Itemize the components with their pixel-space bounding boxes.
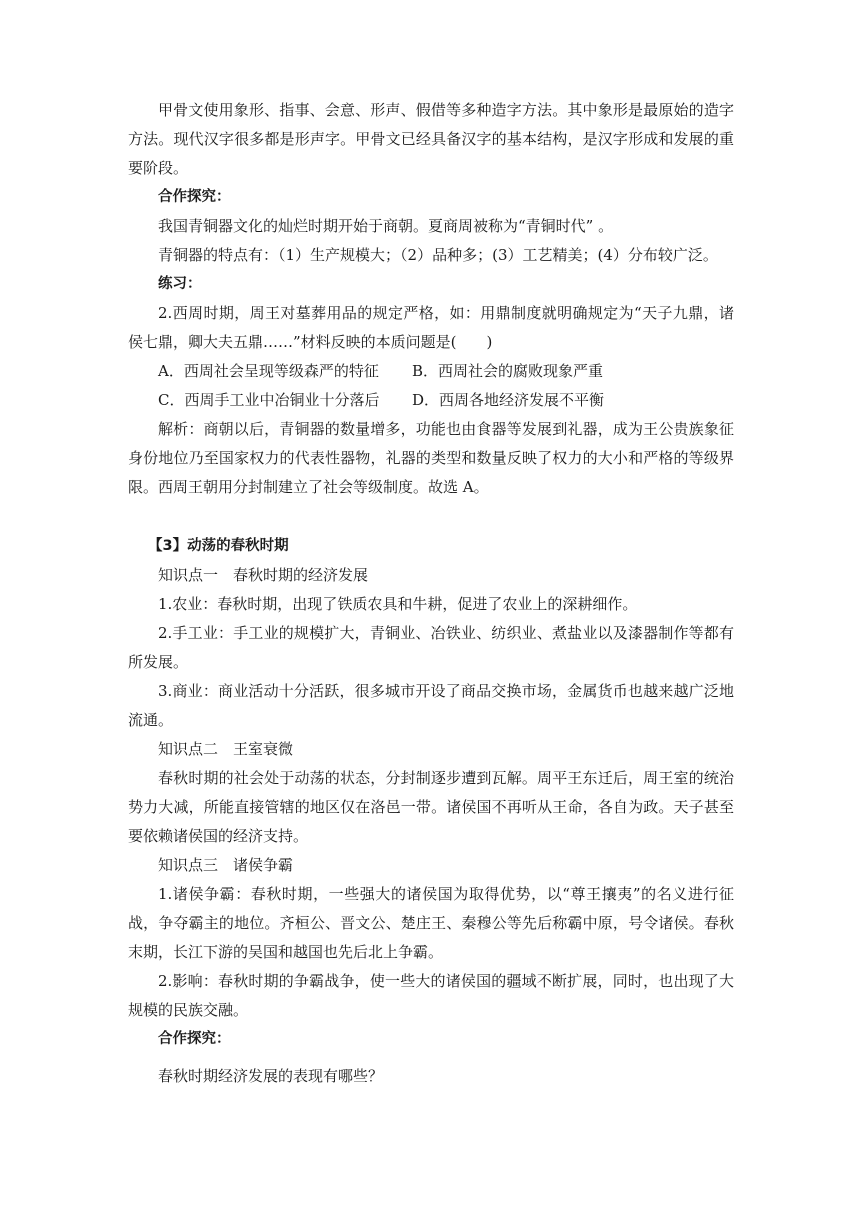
inquiry-question: 春秋时期经济发展的表现有哪些？ <box>158 1067 384 1085</box>
cooperative-inquiry-heading-2: 合作探究： <box>158 1031 231 1047</box>
kp2-text: 春秋时期的社会处于动荡的状态，分封制逐步遭到瓦解。周平王东迁后，周王室的统治势力大减，所能直接管辖的地区仅在洛邑一带。诸侯国不再听从王命，各自为政。天子甚至要依赖诸侯国的经济支持。 <box>128 769 734 845</box>
knowledge-point-2-title: 知识点二 王室衰微 <box>158 740 294 758</box>
kp3-item: 2.影响：春秋时期的争霸战争，使一些大的诸侯国的疆域不断扩展，同时，也出现了大规模的民族交融。 <box>128 972 734 1019</box>
kp1-item: 2.手工业：手工业的规模扩大，青铜业、冶铁业、纺织业、煮盐业以及漆器制作等都有所发展。 <box>128 624 734 671</box>
kp1-item: 1.农业：春秋时期，出现了铁质农具和牛耕，促进了农业上的深耕细作。 <box>158 595 638 613</box>
section-spacer <box>128 502 734 532</box>
option-b: B．西周社会的腐败现象严重 <box>412 362 604 380</box>
option-a: A．西周社会呈现等级森严的特征 <box>158 362 379 380</box>
option-c: C．西周手工业中冶铜业十分落后 <box>158 391 380 409</box>
cooperative-inquiry-heading: 合作探究： <box>158 189 231 205</box>
oracle-bone-paragraph: 甲骨文使用象形、指事、会意、形声、假借等多种造字方法。其中象形是最原始的造字方法。现代汉字很多都是形声字。甲骨文已经具备汉字的基本结构，是汉字形成和发展的重要阶段。 <box>128 101 734 177</box>
practice-heading: 练习： <box>158 276 202 292</box>
knowledge-point-3-title: 知识点三 诸侯争霸 <box>158 856 294 874</box>
options-row-1 <box>128 357 734 386</box>
options-row-2 <box>128 386 734 415</box>
kp3-item: 1.诸侯争霸：春秋时期，一些强大的诸侯国为取得优势，以“尊王攘夷”的名义进行征战，争夺霸主的地位。齐桓公、晋文公、楚庄王、秦穆公等先后称霸中原，号令诸侯。春秋末期，长江下游的吴国和越国也先后北上争霸。 <box>128 885 734 961</box>
analysis-text: 解析：商朝以后，青铜器的数量增多，功能也由食器等发展到礼器，成为王公贵族象征身份地位乃至国家权力的代表性器物，礼器的类型和数量反映了权力的大小和严格的等级界限。西周王朝用分封制建立了社会等级制度。故选 A。 <box>128 420 734 496</box>
option-d: D．西周各地经济发展不平衡 <box>412 391 605 409</box>
knowledge-point-1-title: 知识点一 春秋时期的经济发展 <box>158 566 369 584</box>
section-title: 【3】动荡的春秋时期 <box>148 538 289 554</box>
bronze-features-text: 青铜器的特点有：（1）生产规模大；（2）品种多；(3）工艺精美；(4）分布较广泛。 <box>158 246 718 264</box>
document-body <box>128 96 734 1091</box>
kp1-item: 3.商业：商业活动十分活跃，很多城市开设了商品交换市场，金属货币也越来越广泛地流通。 <box>128 682 734 729</box>
question-spacer <box>128 1054 734 1062</box>
question-text: 2.西周时期，周王对墓葬用品的规定严格，如：用鼎制度就明确规定为“天子九鼎，诸侯七鼎，卿大夫五鼎……”材料反映的本质问题是( ) <box>128 304 734 351</box>
bronze-era-text: 我国青铜器文化的灿烂时期开始于商朝。夏商周被称为“青铜时代” 。 <box>158 217 614 235</box>
